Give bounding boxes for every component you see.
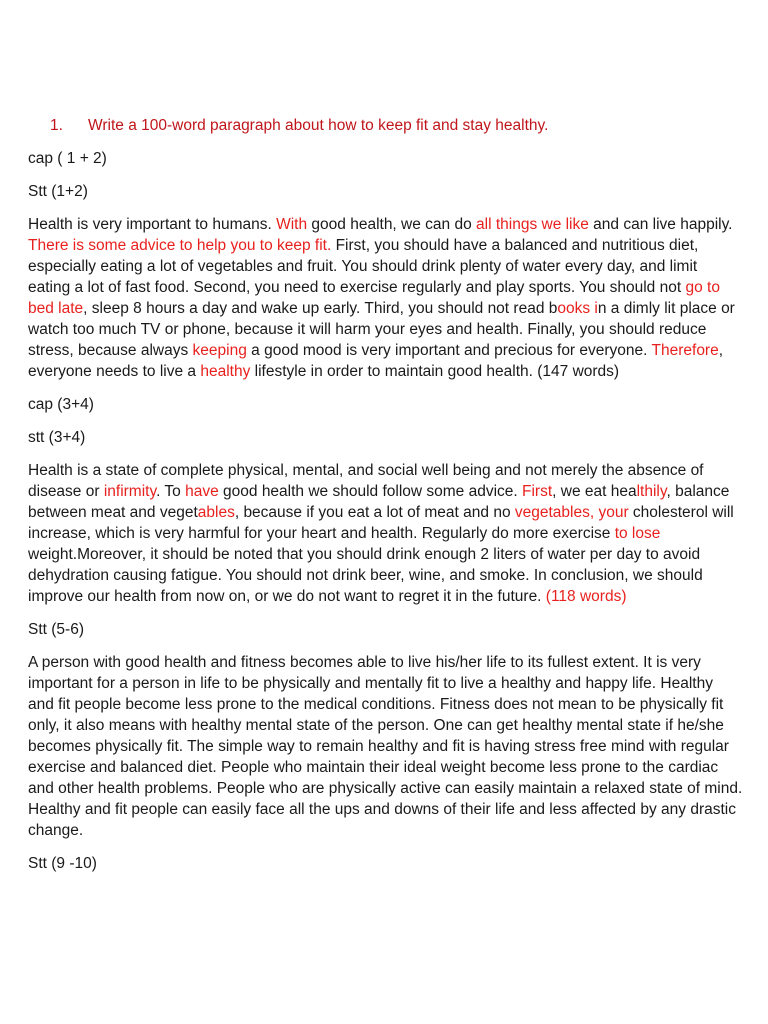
highlighted-text: ables (197, 504, 235, 521)
body-text: and can live happily. (588, 216, 733, 233)
highlighted-text: go to bed late (28, 279, 720, 317)
body-text: , balance between meat and veget (28, 483, 730, 521)
label-stt-9-10: Stt (9 -10) (28, 855, 97, 872)
label-stt-1-2: Stt (1+2) (28, 183, 88, 200)
highlighted-text: to lose (614, 525, 661, 542)
body-text: lifestyle in order to maintain good health. (147 words) (250, 363, 620, 380)
body-text: , everyone needs to live a (28, 342, 724, 380)
highlighted-text: all things we like (476, 216, 589, 233)
highlighted-text: infirmity (103, 483, 157, 500)
highlighted-text: lthily (636, 483, 667, 500)
document-page (28, 115, 743, 886)
task-heading (28, 115, 743, 136)
body-text: n a dimly lit place or watch too much TV or phone, because it will harm your eyes and health. Finally, you should reduce stress, because always (28, 300, 735, 359)
body-text: Health is very important to humans. (28, 216, 277, 233)
label-stt-5-6: Stt (5-6) (28, 621, 84, 638)
body-text: , we eat hea (552, 483, 637, 500)
body-text: . To (156, 483, 186, 500)
label-cap-3-4: cap (3+4) (28, 396, 94, 413)
highlighted-text: Therefore (651, 342, 719, 359)
highlighted-text: vegetables, your (514, 504, 629, 521)
paragraph-3: A person with good health and fitness becomes able to live his/her life to its fullest extent. It is very important for a person in life to be physically and mentally fit to live a healthy and happy life. Healthy and fit people become less prone to the medical conditions. Fitness does not mean to be physically fit only, it also means with healthy mental state of the person. One can get healthy mental state if he/she becomes physically fit. The simple way to remain healthy and fit is having stress free mind with regular exercise and balanced diet. People who maintain their ideal weight become less prone to the cardiac and other health problems. People who are physically active can easily maintain a relaxed state of mind. Healthy and fit people can easily face all the ups and downs of their life and less affected by any drastic change. (28, 654, 743, 839)
body-text: weight.Moreover, it should be noted that you should drink enough 2 liters of water per day to avoid dehydration causing fatigue. You should not drink beer, wine, and smoke. In conclusion, we should improve our health from now on, or we do not want to regret it in the future. (28, 546, 703, 605)
body-text: good health, we can do (307, 216, 477, 233)
body-text: , sleep 8 hours a day and wake up early. Third, you should not read b (83, 300, 558, 317)
highlighted-text: keeping (192, 342, 247, 359)
highlighted-text: healthy (200, 363, 251, 380)
label-cap-1-2: cap ( 1 + 2) (28, 150, 107, 167)
body-text: cholesterol will increase, which is very harmful for your heart and health. Regularly do more exercise (28, 504, 734, 542)
paragraph-2 (28, 460, 743, 607)
highlighted-text: ooks i (557, 300, 598, 317)
highlighted-text: First (522, 483, 553, 500)
highlighted-text: There is some advice to help you to keep fit. (28, 237, 332, 254)
highlighted-text: have (185, 483, 219, 500)
body-text: good health we should follow some advice. (218, 483, 523, 500)
body-text: Health is a state of complete physical, mental, and social well being and not merely the absence of disease or (28, 462, 704, 500)
body-text: First, you should have a balanced and nutritious diet, especially eating a lot of vegetables and fruit. You should drink plenty of water every day, and limit eating a lot of fast food. Second, you need to exercise regularly and play sports. You should not (28, 237, 699, 296)
body-text: a good mood is very important and precious for everyone. (246, 342, 652, 359)
label-stt-3-4: stt (3+4) (28, 429, 86, 446)
paragraph-1 (28, 214, 743, 382)
highlighted-text: With (276, 216, 308, 233)
highlighted-text: (118 words) (545, 588, 627, 605)
body-text: , because if you eat a lot of meat and no (234, 504, 515, 521)
task-number: 1. (50, 117, 63, 134)
task-text: Write a 100-word paragraph about how to keep fit and stay healthy. (88, 117, 549, 134)
